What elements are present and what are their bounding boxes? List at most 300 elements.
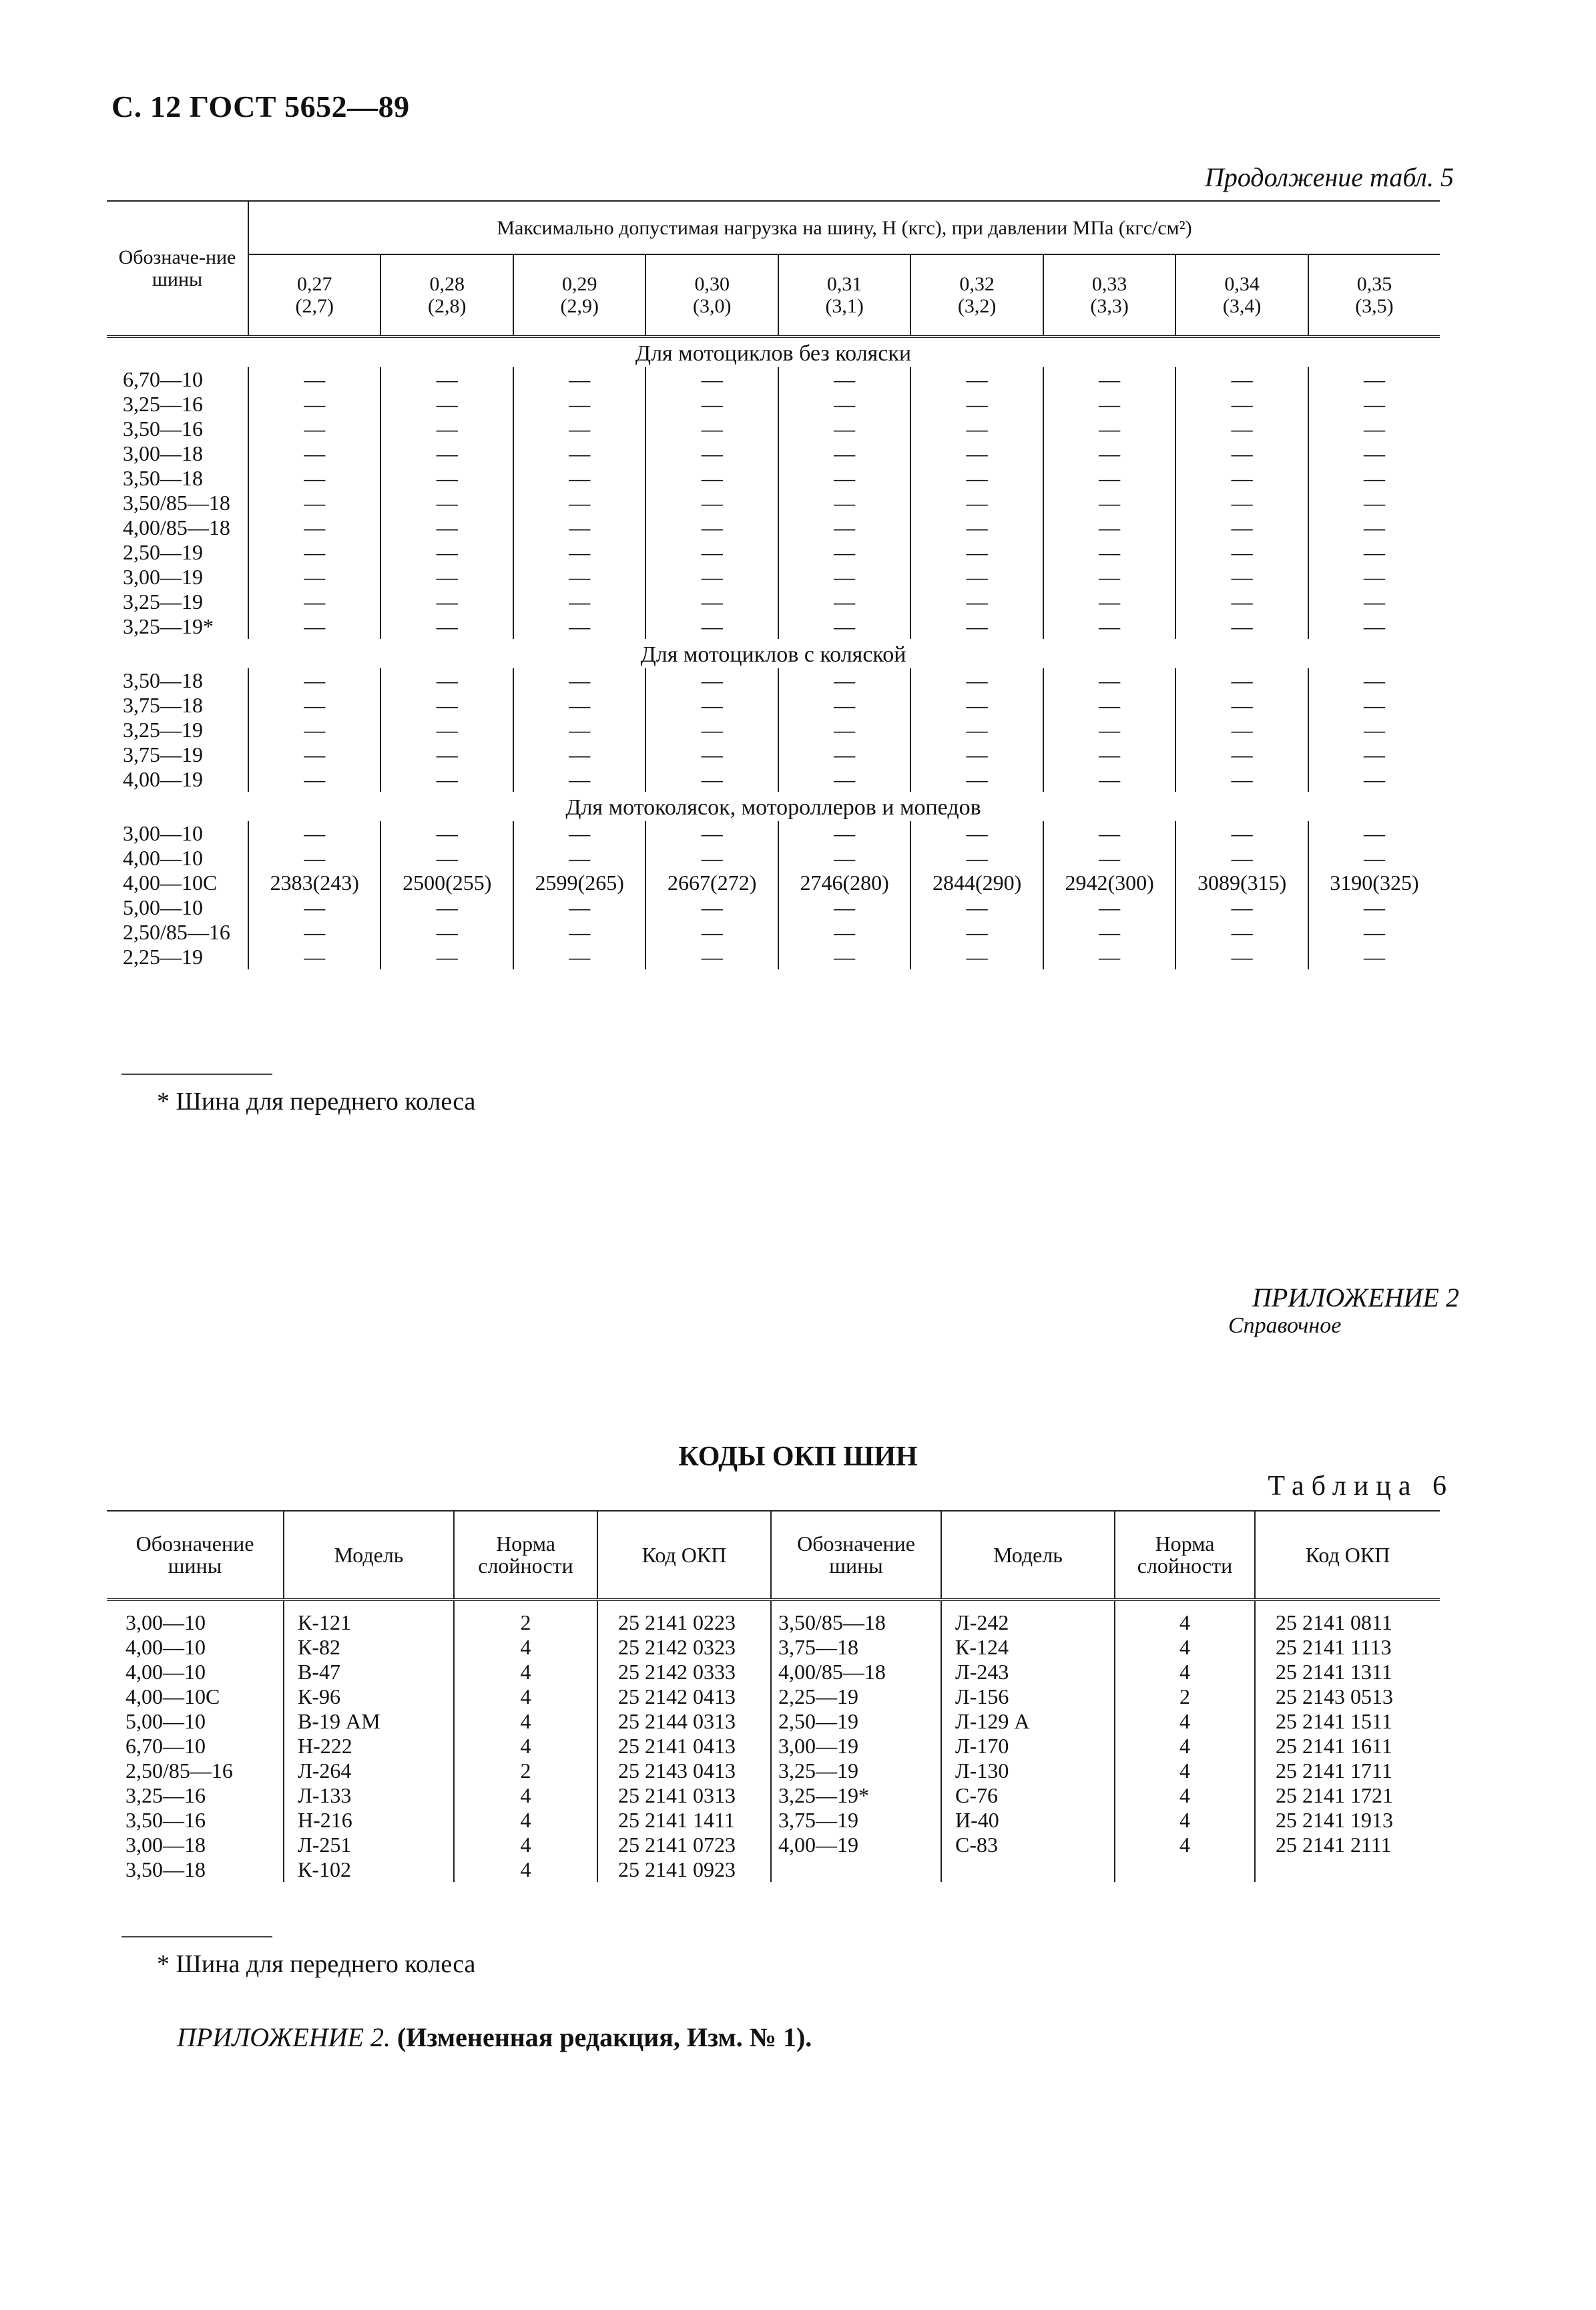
load-value: — xyxy=(1308,466,1440,491)
load-value: — xyxy=(1308,920,1440,945)
load-value: — xyxy=(380,742,513,767)
load-value: — xyxy=(645,466,778,491)
tire-designation: 3,75—19 xyxy=(771,1808,941,1833)
load-value: — xyxy=(304,693,326,717)
load-value: — xyxy=(1043,693,1175,718)
load-value: — xyxy=(380,718,513,742)
table-row xyxy=(107,718,1440,742)
header-row-1 xyxy=(107,201,1440,254)
tire-designation: 2,50—19 xyxy=(771,1709,941,1734)
table-row xyxy=(107,1759,1440,1783)
okp-code: 25 2142 0323 xyxy=(597,1635,771,1660)
load-value: — xyxy=(1043,392,1175,417)
table-row xyxy=(107,515,1440,540)
load-value: 3089(315) xyxy=(1175,871,1308,895)
table-row xyxy=(107,1857,1440,1882)
load-value: — xyxy=(513,895,645,920)
load-value: — xyxy=(513,540,645,565)
table-row xyxy=(107,590,1440,614)
load-value: — xyxy=(513,742,645,767)
tire-designation: 3,75—18 xyxy=(107,693,248,718)
table-row xyxy=(107,1684,1440,1709)
ply-rating: 4 xyxy=(1115,1660,1255,1684)
load-value: — xyxy=(1175,693,1308,718)
load-value: — xyxy=(910,945,1043,969)
load-group-header: Максимально допустимая нагрузка на шину, Н (кгс), при давлении МПа (кгс/см²) xyxy=(248,201,1440,254)
load-value: — xyxy=(1308,614,1440,639)
load-value: — xyxy=(778,895,910,920)
pressure-kgs: (3,3) xyxy=(1090,295,1129,317)
load-value: — xyxy=(1308,590,1440,614)
table-row xyxy=(107,614,1440,639)
load-value: — xyxy=(1308,821,1440,846)
okp-code: 25 2141 2111 xyxy=(1255,1833,1440,1857)
okp-code: 25 2142 0333 xyxy=(597,1660,771,1684)
revision-text: (Измененная редакция, Изм. № 1). xyxy=(390,2022,812,2052)
tire-designation: 4,00—19 xyxy=(771,1833,941,1857)
load-value: — xyxy=(513,945,645,969)
column-header: Код ОКП xyxy=(597,1511,771,1600)
tire-designation: 3,50/85—18 xyxy=(107,491,248,515)
pressure-mpa: 0,31 xyxy=(826,273,862,295)
load-value: — xyxy=(513,417,645,441)
table-row xyxy=(107,1660,1440,1684)
load-value: — xyxy=(910,693,1043,718)
revision-note xyxy=(177,2022,812,2053)
load-value: — xyxy=(1175,417,1308,441)
table-row xyxy=(107,767,1440,792)
load-value: — xyxy=(380,945,513,969)
load-value: — xyxy=(304,590,326,614)
load-value: — xyxy=(1175,718,1308,742)
load-value: — xyxy=(1308,417,1440,441)
table-row xyxy=(107,920,1440,945)
table-row xyxy=(107,742,1440,767)
table-row xyxy=(107,1709,1440,1734)
load-value: — xyxy=(778,565,910,590)
table-row xyxy=(107,1734,1440,1759)
load-value: — xyxy=(1308,515,1440,540)
table-row xyxy=(107,871,1440,895)
okp-codes-table xyxy=(107,1510,1440,1882)
load-value: — xyxy=(380,441,513,466)
load-value: — xyxy=(778,417,910,441)
tire-designation: 3,25—19 xyxy=(107,718,248,742)
column-header: Норма слойности xyxy=(454,1511,597,1600)
load-value: 3190(325) xyxy=(1308,871,1440,895)
tire-designation: 4,00—10С xyxy=(125,1684,220,1708)
load-value: — xyxy=(513,367,645,392)
tire-designation: 3,50—18 xyxy=(125,1857,206,1881)
tire-designation: 3,50/85—18 xyxy=(771,1600,941,1635)
okp-code: 25 2141 0413 xyxy=(597,1734,771,1759)
tire-designation: 4,00—10С xyxy=(107,871,248,895)
pressure-kgs: (2,9) xyxy=(560,295,599,317)
load-value: — xyxy=(380,693,513,718)
ply-rating: 2 xyxy=(454,1759,597,1783)
model: В-19 АМ xyxy=(284,1709,454,1734)
load-value: — xyxy=(1043,895,1175,920)
load-value: — xyxy=(304,895,326,919)
model: В-47 xyxy=(284,1660,454,1684)
load-value: — xyxy=(910,767,1043,792)
load-value: — xyxy=(645,417,778,441)
load-value: — xyxy=(645,367,778,392)
load-value: — xyxy=(645,846,778,871)
ply-rating: 4 xyxy=(454,1734,597,1759)
load-value: — xyxy=(1175,920,1308,945)
table-row xyxy=(107,693,1440,718)
load-value: — xyxy=(1043,718,1175,742)
pressure-header xyxy=(380,254,513,336)
tire-designation: 3,00—18 xyxy=(125,1833,206,1857)
load-value: — xyxy=(1043,367,1175,392)
table-row xyxy=(107,1600,1440,1635)
load-value: — xyxy=(513,767,645,792)
load-value: — xyxy=(1175,668,1308,693)
load-value: 2942(300) xyxy=(1043,871,1175,895)
load-value: — xyxy=(304,742,326,766)
pressure-mpa: 0,32 xyxy=(959,273,995,295)
load-value: — xyxy=(778,367,910,392)
load-value: — xyxy=(778,742,910,767)
load-value: — xyxy=(1308,565,1440,590)
tire-designation: 5,00—10 xyxy=(125,1709,206,1733)
load-value: — xyxy=(778,668,910,693)
load-value: — xyxy=(1043,491,1175,515)
load-value: — xyxy=(513,846,645,871)
pressure-mpa: 0,35 xyxy=(1356,273,1392,295)
load-value: — xyxy=(1175,821,1308,846)
load-value: — xyxy=(304,540,326,564)
okp-code xyxy=(1255,1857,1440,1882)
okp-table-header xyxy=(107,1511,1440,1600)
load-value: — xyxy=(1043,540,1175,565)
load-value: — xyxy=(645,767,778,792)
load-value: — xyxy=(380,466,513,491)
load-value: — xyxy=(1175,767,1308,792)
load-value: — xyxy=(304,945,326,969)
ply-rating: 4 xyxy=(454,1709,597,1734)
pressure-header xyxy=(645,254,778,336)
load-value: — xyxy=(513,441,645,466)
load-value: — xyxy=(380,895,513,920)
okp-code: 25 2141 1611 xyxy=(1255,1734,1440,1759)
table-row xyxy=(107,846,1440,871)
ply-rating: 2 xyxy=(1115,1684,1255,1709)
load-value: — xyxy=(380,367,513,392)
tire-designation: 3,00—10 xyxy=(125,1610,206,1634)
okp-code: 25 2143 0513 xyxy=(1255,1684,1440,1709)
ply-rating: 4 xyxy=(1115,1783,1255,1808)
load-value: — xyxy=(1043,767,1175,792)
model: Н-216 xyxy=(284,1808,454,1833)
table-row xyxy=(107,466,1440,491)
tire-designation: 3,25—19 xyxy=(107,590,248,614)
load-value: — xyxy=(513,466,645,491)
tire-designation: 3,50—16 xyxy=(125,1808,206,1832)
load-value: — xyxy=(513,590,645,614)
load-value: — xyxy=(645,515,778,540)
load-value: — xyxy=(910,742,1043,767)
load-value: — xyxy=(910,590,1043,614)
load-value: — xyxy=(645,718,778,742)
load-value: — xyxy=(1308,491,1440,515)
load-value: — xyxy=(645,614,778,639)
load-value: 2599(265) xyxy=(513,871,645,895)
load-value: — xyxy=(1175,742,1308,767)
appendix-title: ПРИЛОЖЕНИЕ 2 xyxy=(1252,1283,1459,1313)
load-value: — xyxy=(778,614,910,639)
load-value: — xyxy=(513,392,645,417)
load-value: — xyxy=(1308,668,1440,693)
load-value: — xyxy=(304,821,326,845)
model: С-76 xyxy=(941,1783,1115,1808)
load-value: — xyxy=(1043,920,1175,945)
load-value: — xyxy=(910,367,1043,392)
ply-rating: 4 xyxy=(454,1857,597,1882)
load-value: 2844(290) xyxy=(910,871,1043,895)
load-value: — xyxy=(1043,417,1175,441)
ply-rating: 4 xyxy=(454,1660,597,1684)
load-value: — xyxy=(1043,614,1175,639)
load-value: — xyxy=(778,590,910,614)
load-value: 2383(243) xyxy=(270,871,359,895)
load-value: — xyxy=(380,668,513,693)
table-row xyxy=(107,392,1440,417)
model: К-96 xyxy=(284,1684,454,1709)
table6-title: КОДЫ ОКП ШИН xyxy=(678,1441,918,1472)
tire-designation: 3,50—18 xyxy=(107,668,248,693)
load-value: 2667(272) xyxy=(645,871,778,895)
pressure-header xyxy=(248,254,380,336)
table-row xyxy=(107,417,1440,441)
ply-rating: 4 xyxy=(1115,1808,1255,1833)
ply-rating: 4 xyxy=(454,1684,597,1709)
load-value: — xyxy=(1043,742,1175,767)
load-value: — xyxy=(1308,895,1440,920)
column-header: Обозначение шины xyxy=(107,1511,284,1600)
ply-rating xyxy=(1115,1857,1255,1882)
model: К-82 xyxy=(284,1635,454,1660)
okp-code: 25 2141 1311 xyxy=(1255,1660,1440,1684)
model: Н-222 xyxy=(284,1734,454,1759)
load-value: — xyxy=(778,392,910,417)
section-title: Для мотоциклов без коляски xyxy=(635,341,912,366)
tire-designation: 2,50/85—16 xyxy=(107,920,248,945)
load-value: — xyxy=(910,565,1043,590)
pressure-header xyxy=(1043,254,1175,336)
load-value: — xyxy=(513,693,645,718)
table-row xyxy=(107,565,1440,590)
load-value: — xyxy=(513,491,645,515)
tire-designation: 3,25—16 xyxy=(125,1783,206,1807)
load-value: — xyxy=(1043,441,1175,466)
model: С-83 xyxy=(941,1833,1115,1857)
pressure-kgs: (3,4) xyxy=(1222,295,1262,317)
load-value: — xyxy=(778,540,910,565)
load-value: — xyxy=(645,540,778,565)
load-value: — xyxy=(910,392,1043,417)
load-table-header xyxy=(107,201,1440,336)
column-header: Обозначение шины xyxy=(771,1511,941,1600)
tire-designation: 3,25—19 xyxy=(771,1759,941,1783)
tire-designation: 3,50—18 xyxy=(107,466,248,491)
model: Л-129 А xyxy=(941,1709,1115,1734)
ply-rating: 4 xyxy=(454,1635,597,1660)
tire-designation: 3,25—19* xyxy=(771,1783,941,1808)
load-value: — xyxy=(1175,441,1308,466)
load-value: — xyxy=(513,668,645,693)
tire-designation: 6,70—10 xyxy=(107,367,248,392)
load-value: — xyxy=(1308,392,1440,417)
load-value: — xyxy=(910,846,1043,871)
table-row xyxy=(107,668,1440,693)
ply-rating: 4 xyxy=(1115,1635,1255,1660)
load-value: — xyxy=(778,821,910,846)
column-header: Норма слойности xyxy=(1115,1511,1255,1600)
load-value: — xyxy=(645,895,778,920)
okp-code: 25 2141 0223 xyxy=(597,1600,771,1635)
load-value: — xyxy=(1043,515,1175,540)
load-value: — xyxy=(513,515,645,540)
load-value: — xyxy=(304,920,326,944)
column-header: Модель xyxy=(941,1511,1115,1600)
load-table xyxy=(107,200,1440,969)
okp-code: 25 2141 1113 xyxy=(1255,1635,1440,1660)
load-value: — xyxy=(304,466,326,490)
load-value: — xyxy=(1175,491,1308,515)
load-value: — xyxy=(513,614,645,639)
load-value: — xyxy=(645,742,778,767)
load-value: — xyxy=(304,767,326,791)
table-row xyxy=(107,540,1440,565)
model: И-40 xyxy=(941,1808,1115,1833)
load-value: — xyxy=(1175,590,1308,614)
table-row xyxy=(107,1635,1440,1660)
ply-rating: 2 xyxy=(454,1600,597,1635)
tire-designation: 4,00—10 xyxy=(125,1660,206,1684)
load-value: — xyxy=(1308,767,1440,792)
tire-designation: 3,25—16 xyxy=(107,392,248,417)
load-value: — xyxy=(380,392,513,417)
pressure-mpa: 0,34 xyxy=(1224,273,1260,295)
tire-designation: 2,25—19 xyxy=(107,945,248,969)
tire-designation: 5,00—10 xyxy=(107,895,248,920)
pressure-mpa: 0,30 xyxy=(694,273,730,295)
load-value: — xyxy=(910,540,1043,565)
pressure-kgs: (3,2) xyxy=(957,295,997,317)
okp-code: 25 2141 0723 xyxy=(597,1833,771,1857)
table-row xyxy=(107,1833,1440,1857)
model xyxy=(941,1857,1115,1882)
revision-label: ПРИЛОЖЕНИЕ 2. xyxy=(177,2022,390,2052)
load-value: — xyxy=(778,491,910,515)
load-value: — xyxy=(645,668,778,693)
footnote: * Шина для переднего колеса xyxy=(157,1088,476,1116)
load-value: — xyxy=(1043,821,1175,846)
model: Л-243 xyxy=(941,1660,1115,1684)
load-value: — xyxy=(1308,693,1440,718)
load-value: — xyxy=(1308,367,1440,392)
load-value: — xyxy=(304,367,326,391)
tire-designation: 2,50—19 xyxy=(107,540,248,565)
load-value: — xyxy=(910,614,1043,639)
load-value: 2746(280) xyxy=(778,871,910,895)
model: Л-251 xyxy=(284,1833,454,1857)
page-header: С. 12 ГОСТ 5652—89 xyxy=(111,89,410,124)
model: Л-133 xyxy=(284,1783,454,1808)
tire-designation: 2,50/85—16 xyxy=(125,1759,233,1783)
load-value: — xyxy=(1308,846,1440,871)
table-continuation-label: Продолжение табл. 5 xyxy=(1204,162,1454,192)
load-value: — xyxy=(380,515,513,540)
table-row xyxy=(107,1783,1440,1808)
load-value: — xyxy=(645,392,778,417)
tire-designation: 3,75—19 xyxy=(107,742,248,767)
tire-designation: 3,25—19* xyxy=(107,614,248,639)
okp-code: 25 2141 1411 xyxy=(597,1808,771,1833)
load-value: — xyxy=(1175,614,1308,639)
load-value: — xyxy=(380,417,513,441)
footnote-rule xyxy=(121,1074,272,1075)
section-row xyxy=(107,792,1440,821)
ply-rating: 4 xyxy=(454,1783,597,1808)
load-value: — xyxy=(304,718,326,742)
load-value: — xyxy=(910,920,1043,945)
model: Л-170 xyxy=(941,1734,1115,1759)
okp-code: 25 2141 1711 xyxy=(1255,1759,1440,1783)
load-value: — xyxy=(380,767,513,792)
load-value: — xyxy=(645,945,778,969)
tire-designation: 3,00—19 xyxy=(771,1734,941,1759)
ply-rating: 4 xyxy=(454,1833,597,1857)
tire-designation: 3,00—18 xyxy=(107,441,248,466)
tire-designation: 4,00—10 xyxy=(125,1635,206,1659)
load-value: — xyxy=(513,718,645,742)
load-value: — xyxy=(304,441,326,465)
load-value: — xyxy=(778,466,910,491)
okp-code: 25 2141 0313 xyxy=(597,1783,771,1808)
load-value: — xyxy=(1175,466,1308,491)
load-value: — xyxy=(645,821,778,846)
load-value: — xyxy=(1043,945,1175,969)
appendix-type: Справочное xyxy=(1228,1313,1342,1338)
load-value: — xyxy=(910,417,1043,441)
okp-code: 25 2142 0413 xyxy=(597,1684,771,1709)
load-value: — xyxy=(304,668,326,692)
okp-code: 25 2141 0923 xyxy=(597,1857,771,1882)
load-value: — xyxy=(1308,718,1440,742)
load-value: — xyxy=(778,846,910,871)
model: Л-242 xyxy=(941,1600,1115,1635)
load-value: — xyxy=(778,767,910,792)
model: Л-130 xyxy=(941,1759,1115,1783)
pressure-kgs: (3,0) xyxy=(692,295,732,317)
okp-code: 25 2141 1913 xyxy=(1255,1808,1440,1833)
load-value: — xyxy=(304,491,326,515)
pressure-mpa: 0,29 xyxy=(561,273,597,295)
section-title: Для мотоколясок, мотороллеров и мопедов xyxy=(565,795,981,820)
designation-header: Обозначе-ние шины xyxy=(107,201,248,336)
load-value: — xyxy=(645,491,778,515)
ply-rating: 4 xyxy=(454,1808,597,1833)
load-value: — xyxy=(910,441,1043,466)
load-value: — xyxy=(304,417,326,441)
load-value: — xyxy=(1175,515,1308,540)
load-value: — xyxy=(1175,846,1308,871)
model: К-102 xyxy=(284,1857,454,1882)
